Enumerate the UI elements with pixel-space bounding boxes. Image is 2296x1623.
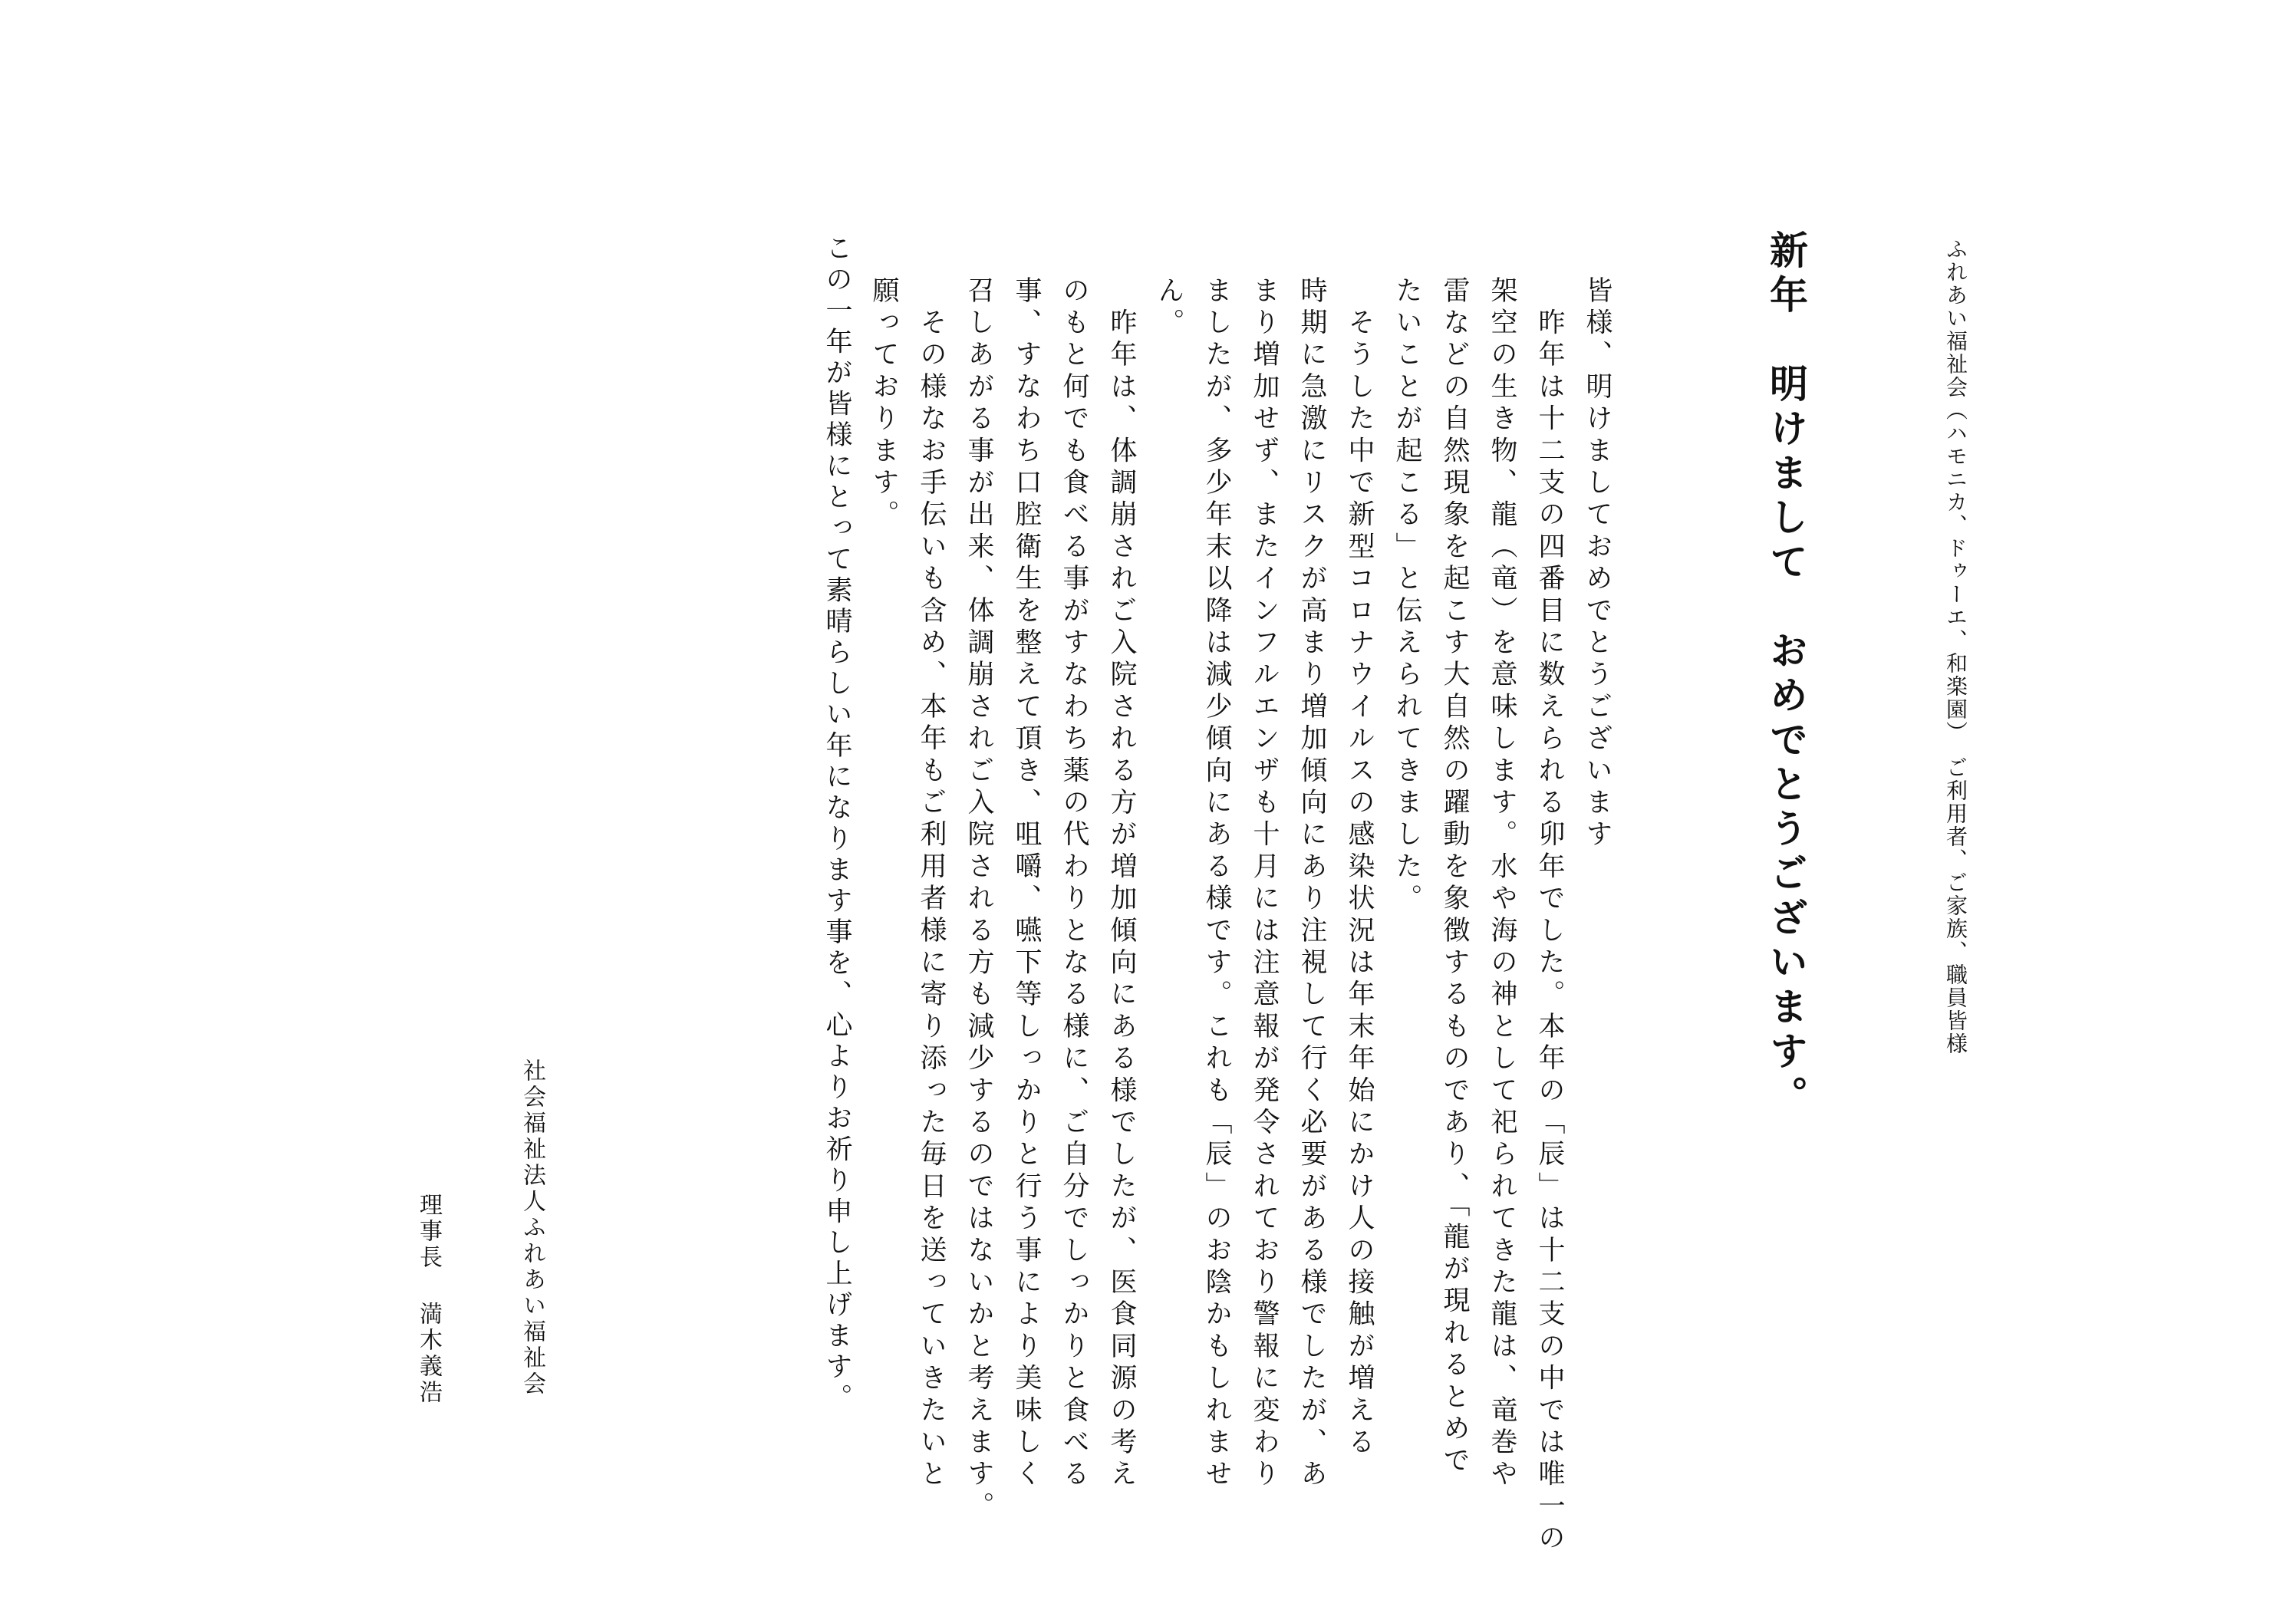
body-line: ましたが、多少年末以降は減少傾向にある様です。これも「辰」のお陰かもしれませ [1201, 276, 1232, 1492]
body-line: 召しあがる事が出来、体調崩されご入院される方も減少するのではないかと考えます。 [964, 276, 994, 1524]
body-line: 架空の生き物、龍（竜）を意味します。水や海の神として祀られてきた龍は、竜巻や [1487, 276, 1517, 1492]
addressee-line: ふれあい福祉会（ハモニカ、ドゥーエ、和楽園） ご利用者、ご家族、職員皆様 [1943, 238, 1968, 1055]
organization-name: 社会福祉法人ふれあい福祉会 [519, 1058, 545, 1397]
letter-title: 新年 明けまして おめでとうございます。 [1764, 230, 1809, 1120]
body-line: たいことが起こる」と伝えられてきました。 [1392, 276, 1422, 916]
body-line: 時期に急激にリスクが高まり増加傾向にあり注視して行く必要がある様でしたが、あ [1296, 276, 1327, 1492]
body-line: のもと何でも食べる事がすなわち薬の代わりとなる様に、ご自分でしっかりと食べる [1059, 276, 1089, 1492]
body-line: まり増加せず、またインフルエンザも十月には注意報が発令されており警報に変わり [1249, 276, 1280, 1492]
closing-line: この一年が皆様にとって素晴らしい年になります事を、心よりお祈り申し上げます。 [822, 234, 852, 1414]
body-line: 昨年は十二支の四番目に数えられる卯年でした。本年の「辰」は十二支の中では唯一の [1534, 276, 1565, 1556]
signature [417, 1193, 440, 1406]
body-line: その様なお手伝いも含め、本年もご利用者様に寄り添った毎日を送っていきたいと [916, 276, 947, 1492]
signer-name: 満木義浩 [415, 1302, 442, 1406]
body-line: 願っております。 [868, 276, 899, 532]
body-line: そうした中で新型コロナウイルスの感染状況は年末年始にかけ人の接触が増える [1344, 276, 1375, 1460]
body-line: 昨年は、体調崩されご入院される方が増加傾向にある様でしたが、医食同源の考え [1106, 276, 1137, 1492]
signer-title: 理事長 [415, 1193, 442, 1271]
body-line: 事、すなわち口腔衛生を整えて頂き、咀嚼、嚥下等しっかりと行う事により美味しく [1011, 276, 1042, 1492]
body-line: ん。 [1154, 276, 1184, 341]
body-line: 雷などの自然現象を起こす大自然の躍動を象徴するものであり、「龍が現れるとめで [1439, 276, 1470, 1479]
letter-body [860, 276, 1621, 1556]
greeting-line: 皆様、明けましておめでとうございます [1582, 276, 1612, 852]
